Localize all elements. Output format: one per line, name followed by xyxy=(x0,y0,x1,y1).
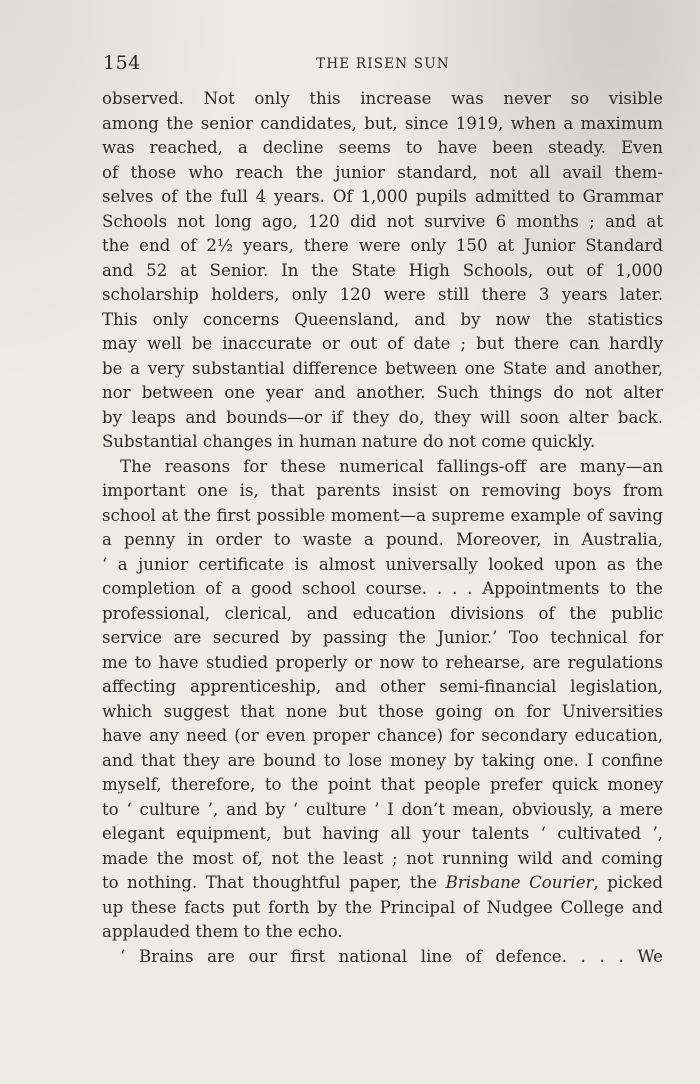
text-line: by leaps and bounds—or if they do, they will soon alter back. xyxy=(102,407,663,427)
text-line: Substantial changes in human nature do not come quickly. xyxy=(102,432,596,451)
text-segment: to nothing. That thoughtful paper, the xyxy=(102,873,438,892)
text-line: the end of 2½ years, there were only 150 at Junior Standard xyxy=(102,236,663,255)
text-line: This only concerns Queensland, and by now the statistics xyxy=(102,309,663,329)
text-line: made the most of, not the least ; not running wild and coming xyxy=(102,848,663,868)
newspaper-title: Brisbane Courier xyxy=(445,873,594,892)
text-line: affecting apprenticeship, and other semi-financial legislation, xyxy=(102,677,663,696)
text-line: Schools not long ago, 120 did not survive 6 months ; and at xyxy=(102,211,663,231)
running-head xyxy=(103,52,663,76)
running-title: THE RISEN SUN xyxy=(316,56,450,72)
text-segment: , picked xyxy=(593,873,663,892)
text-line: selves of the full 4 years. Of 1,000 pupils admitted to Grammar xyxy=(102,187,663,206)
text-line: professional, clerical, and education divisions of the public xyxy=(102,603,663,623)
text-line: up these facts put forth by the Principal of Nudgee College and xyxy=(102,897,663,917)
text-line: completion of a good school course. . . . Appointments to the xyxy=(102,579,663,598)
text-line: a penny in order to waste a pound. Moreover, in Australia, xyxy=(102,530,663,549)
text-line-with-italic xyxy=(102,871,663,896)
text-line: to ‘ culture ’, and by ‘ culture ’ I don’t mean, obviously, a mere xyxy=(102,799,663,819)
text-line: myself, therefore, to the point that people prefer quick money xyxy=(102,775,663,794)
text-line: elegant equipment, but having all your talents ‘ cultivated ’, xyxy=(102,824,663,843)
text-line: ‘ a junior certificate is almost universally looked upon as the xyxy=(102,554,663,574)
text-line: important one is, that parents insist on removing boys from xyxy=(102,481,663,500)
text-line: applauded them to the echo. xyxy=(102,922,343,941)
text-line: me to have studied properly or now to rehearse, are regulations xyxy=(102,652,663,672)
text-line: among the senior candidates, but, since 1919, when a maximum xyxy=(102,113,663,133)
text-line: scholarship holders, only 120 were still there 3 years later. xyxy=(102,285,663,304)
text-line: have any need (or even proper chance) for secondary education, xyxy=(102,726,663,745)
text-line: be a very substantial difference between one State and another, xyxy=(102,358,663,378)
text-line: service are secured by passing the Junior.’ Too technical for xyxy=(102,628,663,647)
text-line: and that they are bound to lose money by taking one. I confine xyxy=(102,750,663,770)
text-line: and 52 at Senior. In the State High Schools, out of 1,000 xyxy=(102,260,663,280)
text-line: may well be inaccurate or out of date ; but there can hardly xyxy=(102,334,663,353)
text-line: which suggest that none but those going on for Universities xyxy=(102,701,663,721)
text-line: The reasons for these numerical fallings-off are many—an xyxy=(120,456,663,476)
text-line: nor between one year and another. Such things do not alter xyxy=(102,383,663,402)
text-line: was reached, a decline seems to have been steady. Even xyxy=(102,138,663,157)
body-text xyxy=(102,87,663,969)
text-line: of those who reach the junior standard, not all avail them- xyxy=(102,162,663,182)
text-line: ‘ Brains are our first national line of defence. . . . We xyxy=(120,946,663,966)
text-line: observed. Not only this increase was never so visible xyxy=(102,89,663,108)
page-number: 154 xyxy=(103,52,141,74)
text-line: school at the first possible moment—a supreme example of saving xyxy=(102,505,663,525)
